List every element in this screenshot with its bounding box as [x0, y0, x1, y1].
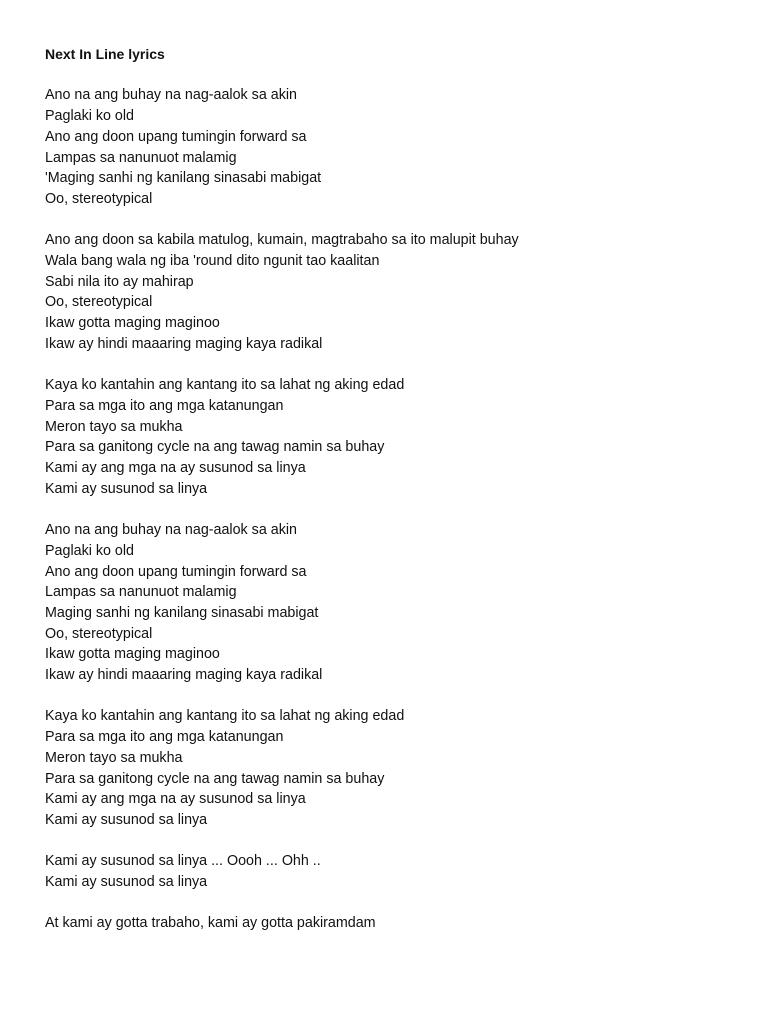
- lyric-line: Kami ay susunod sa linya: [45, 874, 208, 891]
- lyric-line: Oo, stereotypical: [45, 294, 153, 311]
- lyric-line: Paglaki ko old: [45, 542, 135, 559]
- lyric-line: Oo, stereotypical: [45, 190, 153, 207]
- lyric-line: Maging sanhi ng kanilang sinasabi mabigat: [45, 604, 319, 621]
- stanza: [45, 851, 745, 892]
- lyric-line: Ano na ang buhay na nag-aalok sa akin: [45, 87, 297, 104]
- lyric-line: Sabi nila ito ay mahirap: [45, 273, 194, 290]
- lyric-line: Para sa ganitong cycle na ang tawag namin sa buhay: [45, 439, 385, 456]
- stanza: [45, 706, 745, 830]
- lyric-line: Kami ay susunod sa linya: [45, 480, 208, 497]
- lyric-line: At kami ay gotta trabaho, kami ay gotta pakiramdam: [45, 915, 376, 932]
- stanza: [45, 913, 745, 934]
- document-title: Next In Line lyrics: [45, 46, 165, 62]
- lyric-line: Para sa ganitong cycle na ang tawag namin sa buhay: [45, 770, 385, 787]
- lyric-line: Kaya ko kantahin ang kantang ito sa lahat ng aking edad: [45, 708, 405, 725]
- lyric-line: Kami ay ang mga na ay susunod sa linya: [45, 460, 306, 477]
- lyric-line: Lampas sa nanunuot malamig: [45, 584, 237, 601]
- lyric-line: Kaya ko kantahin ang kantang ito sa lahat ng aking edad: [45, 377, 405, 394]
- stanza: [45, 230, 745, 354]
- lyric-line: Ikaw ay hindi maaaring maging kaya radikal: [45, 335, 323, 352]
- lyric-line: Para sa mga ito ang mga katanungan: [45, 729, 284, 746]
- lyric-line: Kami ay ang mga na ay susunod sa linya: [45, 791, 306, 808]
- lyric-line: Para sa mga ito ang mga katanungan: [45, 397, 284, 414]
- lyric-line: Ikaw gotta maging maginoo: [45, 646, 220, 663]
- stanza: [45, 85, 745, 209]
- lyric-line: Paglaki ko old: [45, 108, 135, 125]
- stanza: [45, 520, 745, 686]
- lyric-line: Meron tayo sa mukha: [45, 749, 183, 766]
- lyric-line: Ano ang doon upang tumingin forward sa: [45, 128, 307, 145]
- lyrics-page: [45, 44, 745, 955]
- lyric-line: Ano ang doon upang tumingin forward sa: [45, 563, 307, 580]
- lyric-line: Oo, stereotypical: [45, 625, 153, 642]
- lyric-line: Ikaw ay hindi maaaring maging kaya radikal: [45, 667, 323, 684]
- lyrics-body: [45, 85, 745, 934]
- lyric-line: Ano ang doon sa kabila matulog, kumain, magtrabaho sa ito malupit buhay: [45, 232, 519, 249]
- lyric-line: Kami ay susunod sa linya ... Oooh ... Ohh ..: [45, 853, 321, 870]
- lyric-line: Ikaw gotta maging maginoo: [45, 315, 220, 332]
- stanza: [45, 375, 745, 499]
- lyric-line: Wala bang wala ng iba 'round dito ngunit tao kaalitan: [45, 253, 380, 269]
- lyric-line: Lampas sa nanunuot malamig: [45, 149, 237, 166]
- lyric-line: 'Maging sanhi ng kanilang sinasabi mabigat: [45, 170, 322, 187]
- lyric-line: Kami ay susunod sa linya: [45, 811, 208, 828]
- lyric-line: Meron tayo sa mukha: [45, 418, 183, 435]
- lyric-line: Ano na ang buhay na nag-aalok sa akin: [45, 522, 297, 539]
